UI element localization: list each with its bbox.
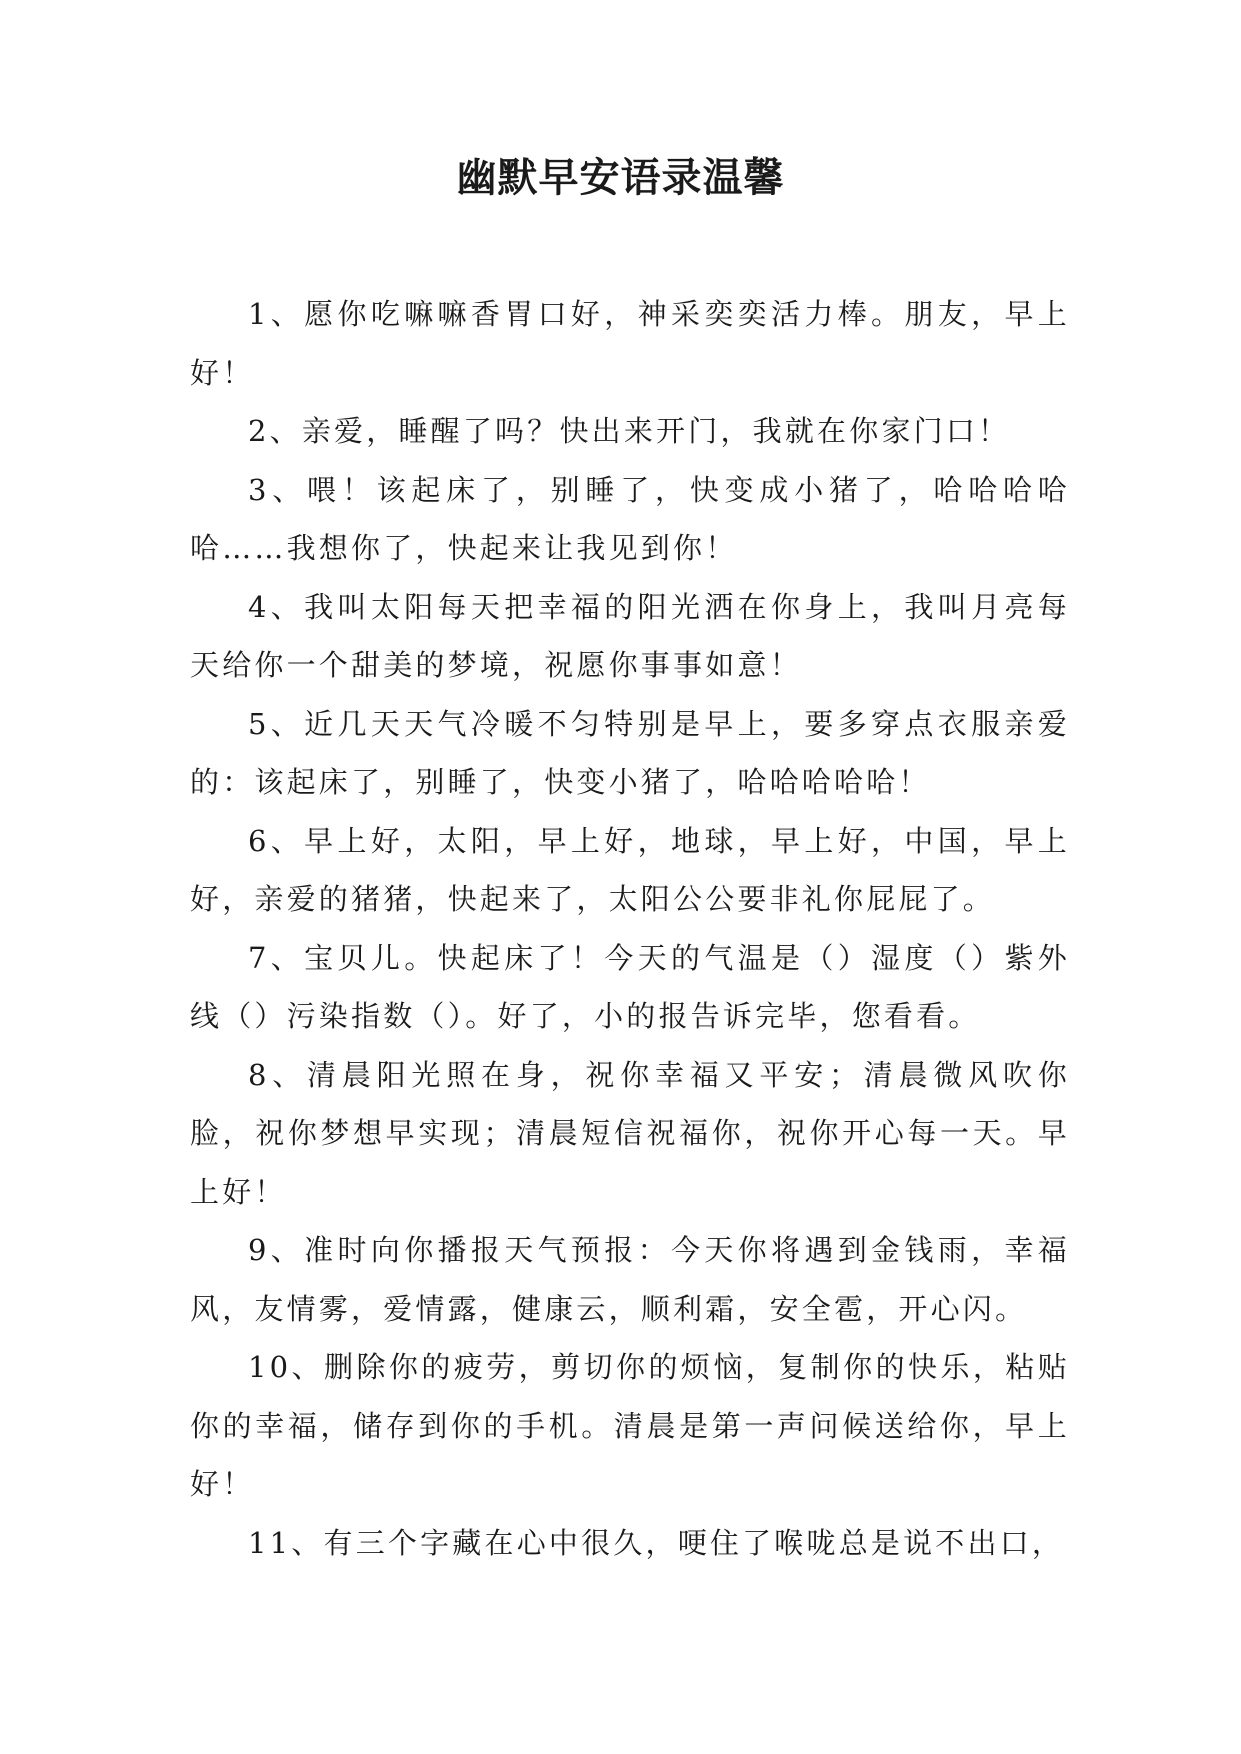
paragraph-1: 1、愿你吃嘛嘛香胃口好，神采奕奕活力棒。朋友，早上好！ — [190, 297, 1070, 390]
paragraph-3: 3、喂！该起床了，别睡了，快变成小猪了，哈哈哈哈哈……我想你了，快起来让我见到你！ — [190, 472, 1070, 565]
paragraph-2: 2、亲爱，睡醒了吗？快出来开门，我就在你家门口！ — [248, 414, 1011, 448]
paragraph-10: 10、删除你的疲劳，剪切你的烦恼，复制你的快乐，粘贴你的幸福，储存到你的手机。清晨是第一声问候送给你，早上好！ — [190, 1350, 1070, 1501]
paragraph-7: 7、宝贝儿。快起床了！今天的气温是（）湿度（）紫外线（）污染指数（）。好了，小的报告诉完毕，您看看。 — [190, 940, 1070, 1033]
paragraph-9: 9、准时向你播报天气预报：今天你将遇到金钱雨，幸福风，友情雾，爱情露，健康云，顺利霜，安全雹，开心闪。 — [190, 1233, 1070, 1326]
paragraph-8: 8、清晨阳光照在身，祝你幸福又平安；清晨微风吹你脸，祝你梦想早实现；清晨短信祝福你，祝你开心每一天。早上好！ — [190, 1057, 1070, 1209]
document-title: 幽默早安语录温馨 — [456, 154, 785, 201]
paragraph-6: 6、早上好，太阳，早上好，地球，早上好，中国，早上好，亲爱的猪猪，快起来了，太阳公公要非礼你屁屁了。 — [190, 823, 1070, 916]
paragraph-5: 5、近几天天气冷暖不匀特别是早上，要多穿点衣服亲爱的：该起床了，别睡了，快变小猪了，哈哈哈哈哈！ — [190, 706, 1070, 799]
paragraph-11: 11、有三个字藏在心中很久，哽住了喉咙总是说不出口， — [248, 1525, 1065, 1560]
paragraph-4: 4、我叫太阳每天把幸福的阳光洒在你身上，我叫月亮每天给你一个甜美的梦境，祝愿你事事如意！ — [190, 589, 1070, 682]
document-body — [190, 285, 1070, 1572]
